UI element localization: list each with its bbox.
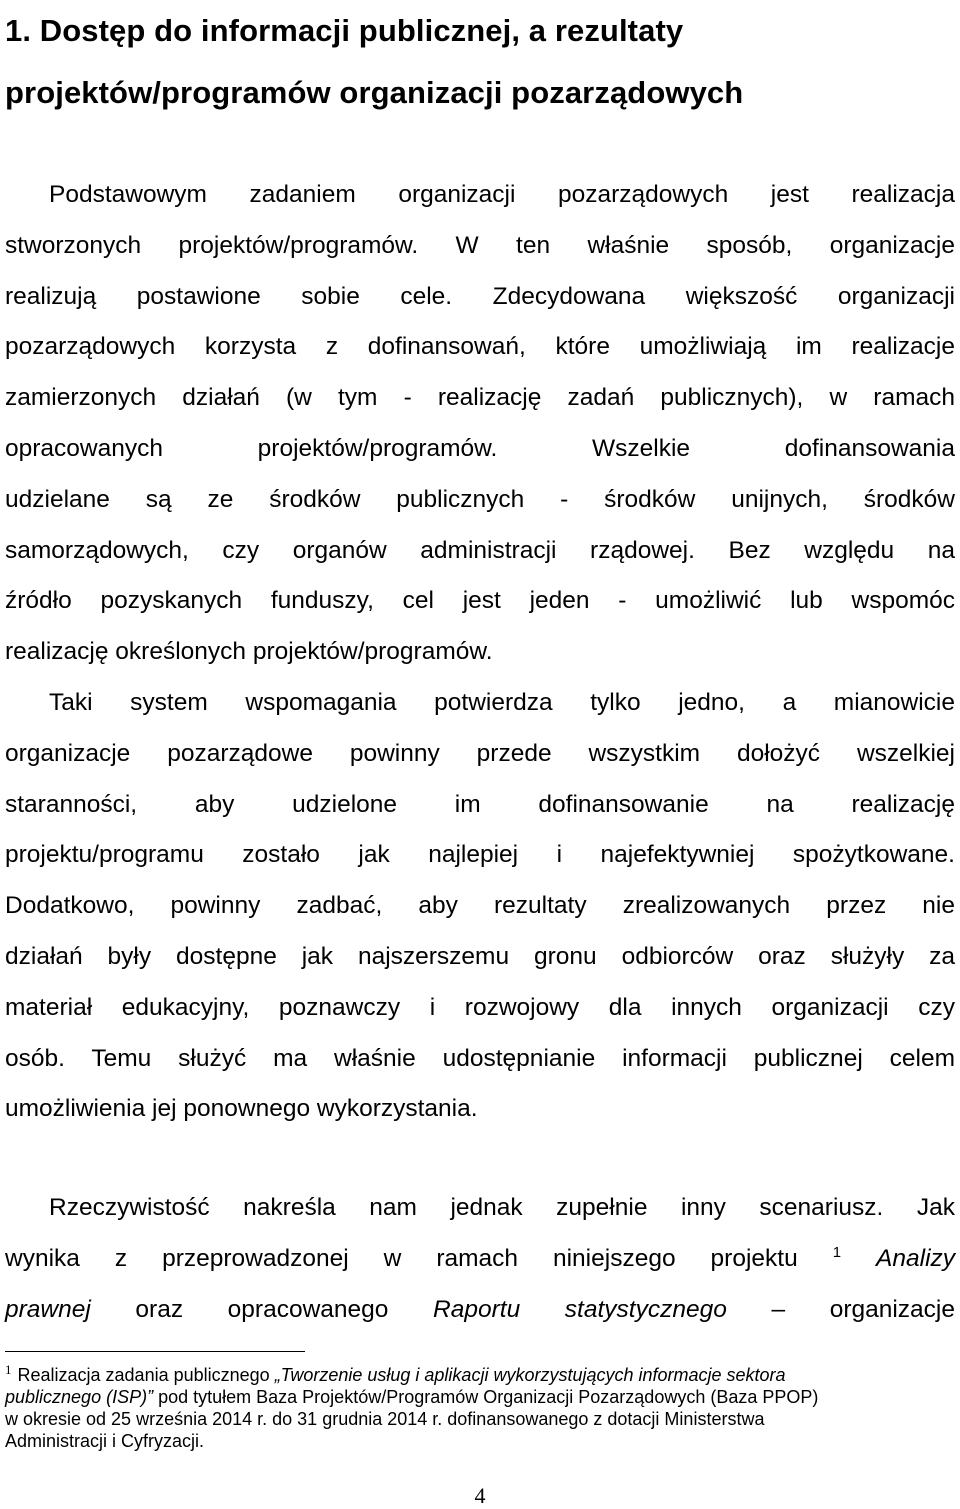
- paragraph-line: realizują postawione sobie cele. Zdecydowana większość organizacji: [5, 282, 955, 310]
- footnote-separator: [5, 1351, 305, 1352]
- paragraph-line: udzielane są ze środków publicznych - środków unijnych, środków: [5, 485, 955, 513]
- paragraph-line: zamierzonych działań (w tym - realizację zadań publicznych), w ramach: [5, 384, 955, 412]
- paragraph-line: Rzeczywistość nakreśla nam jednak zupełnie inny scenariusz. Jak: [49, 1194, 955, 1221]
- footnote-reference[interactable]: 1: [832, 1243, 842, 1261]
- section-heading: [5, 0, 955, 124]
- heading-line-1: 1. Dostęp do informacji publicznej, a rezultaty: [5, 13, 684, 48]
- footnote-line: [5, 1386, 955, 1408]
- footnote: [5, 1364, 955, 1452]
- paragraph-line: działań były dostępne jak najszerszemu gronu odbiorców oraz służyły za: [5, 942, 955, 970]
- page-number: 4: [474, 1483, 486, 1508]
- footnote-italic: „Tworzenie usług i aplikacji wykorzystujących informacje sektora: [274, 1365, 786, 1385]
- line-text: – organizacje: [771, 1295, 955, 1323]
- paragraph-line: stworzonych projektów/programów. W ten właśnie sposób, organizacje: [5, 231, 955, 259]
- paragraph-line: Dodatkowo, powinny zadbać, aby rezultaty zrealizowanych przez nie: [5, 892, 955, 920]
- heading-line-2: projektów/programów organizacji pozarządowych: [5, 75, 744, 110]
- footnote-text: Realizacja zadania publicznego: [17, 1365, 270, 1385]
- paragraph-1: [5, 170, 955, 678]
- paragraph-line: źródło pozyskanych funduszy, cel jest jeden - umożliwić lub wspomóc: [5, 587, 955, 615]
- body-text-block: [5, 170, 955, 1135]
- footnote-italic: publicznego (ISP)”: [5, 1387, 154, 1407]
- footnote-text: pod tytułem Baza Projektów/Programów Organizacji Pozarządowych (Baza PPOP): [158, 1387, 819, 1407]
- paragraph-line: realizację określonych projektów/programów.: [5, 638, 493, 666]
- paragraph-line: organizacje pozarządowe powinny przede wszystkim dołożyć wszelkiej: [5, 739, 955, 767]
- paragraph-line: [5, 1285, 955, 1336]
- paragraph-line: staranności, aby udzielone im dofinansowanie na realizację: [5, 790, 955, 818]
- paragraph-3: [5, 1183, 955, 1335]
- footnote-number: 1: [5, 1362, 12, 1377]
- italic-title: Analizy: [876, 1244, 956, 1272]
- paragraph-line: opracowanych projektów/programów. Wszelkie dofinansowania: [5, 434, 955, 462]
- paragraph-line: umożliwienia jej ponownego wykorzystania.: [5, 1095, 478, 1123]
- paragraph-2: [5, 678, 955, 1135]
- footnote-line: [5, 1364, 955, 1386]
- paragraph-line: Taki system wspomagania potwierdza tylko jedno, a mianowicie: [49, 688, 955, 716]
- footnote-line: w okresie od 25 września 2014 r. do 31 grudnia 2014 r. dofinansowanego z dotacji Ministerstwa: [5, 1409, 765, 1429]
- italic-title: Raportu statystycznego: [433, 1295, 727, 1323]
- paragraph-line: Podstawowym zadaniem organizacji pozarządowych jest realizacja: [49, 181, 955, 208]
- paragraph-line: samorządowych, czy organów administracji rządowej. Bez względu na: [5, 536, 955, 564]
- paragraph-line: osób. Temu służyć ma właśnie udostępnianie informacji publicznej celem: [5, 1044, 955, 1072]
- paragraph-line: pozarządowych korzysta z dofinansowań, które umożliwiają im realizacje: [5, 333, 955, 361]
- paragraph-line: projektu/programu zostało jak najlepiej i najefektywniej spożytkowane.: [5, 841, 955, 869]
- line-text: wynika z przeprowadzonej w ramach niniejszego projektu: [5, 1244, 798, 1272]
- footnote-line: Administracji i Cyfryzacji.: [5, 1431, 205, 1451]
- paragraph-line: [5, 1234, 955, 1285]
- body-text-block-2: [5, 1183, 955, 1335]
- italic-title: prawnej: [5, 1295, 91, 1323]
- page-content: [5, 0, 956, 1323]
- line-text: oraz opracowanego: [135, 1295, 389, 1323]
- paragraph-line: materiał edukacyjny, poznawczy i rozwojowy dla innych organizacji czy: [5, 993, 955, 1021]
